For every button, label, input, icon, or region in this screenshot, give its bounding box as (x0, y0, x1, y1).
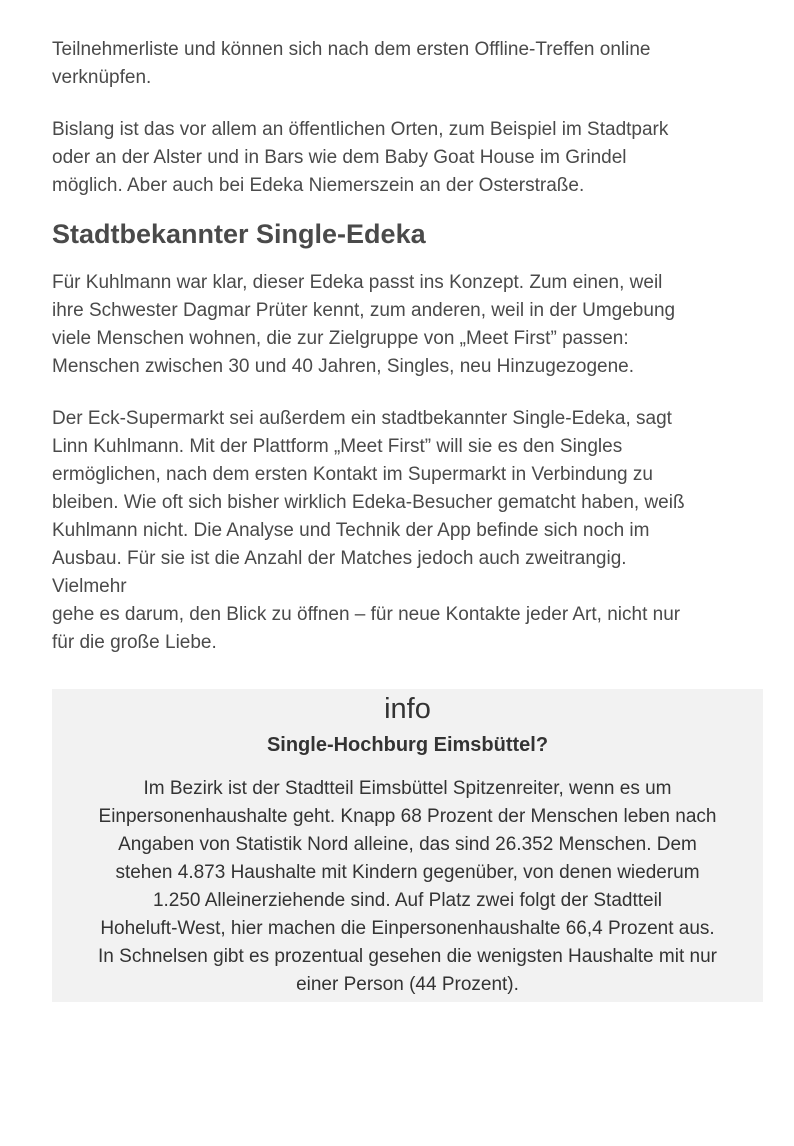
article-paragraph: Für Kuhlmann war klar, dieser Edeka passt ins Konzept. Zum einen, weil ihre Schwester Dagmar Prüter kennt, zum anderen, weil in der Umgebung viele Menschen wohnen, die zur Zielgruppe von „Meet First” passen: Menschen zwischen 30 und 40 Jahren, Singles, neu Hinzugezogene. (52, 272, 676, 377)
info-box-body: Im Bezirk ist der Stadtteil Eimsbüttel Spitzenreiter, wenn es um Einpersonenhaushalte geht. Knapp 68 Prozent der Menschen leben nach Angaben von Statistik Nord alleine, das sind 26.352 Menschen. Dem stehen 4.873 Haushalte mit Kindern gegenüber, von denen wiederum 1.250 Alleinerziehende sind. Auf Platz zwei folgt der Stadtteil Hoheluft-West, hier machen die Einpersonenhaushalte 66,4 Prozent aus. In Schnelsen gibt es prozentual gesehen die wenigsten Haushalte mit nur einer Person (44 Prozent). (98, 778, 717, 995)
info-box-title: Single-Hochburg Eimsbüttel? (266, 734, 549, 756)
info-box-label: info (384, 693, 431, 725)
article-paragraph: Bislang ist das vor allem an öffentlichen Orten, zum Beispiel im Stadtpark oder an der Alster und in Bars wie dem Baby Goat House im Grindel möglich. Aber auch bei Edeka Niemerszein an der Osterstraße. (52, 119, 669, 196)
article-paragraph: Teilnehmerliste und können sich nach dem ersten Offline-Treffen online verknüpfen. (52, 39, 651, 88)
article-body (52, 36, 764, 657)
section-heading: Stadtbekannter Single-Edeka (52, 219, 426, 249)
article-paragraph: Der Eck-Supermarkt sei außerdem ein stadtbekannter Single-Edeka, sagt Linn Kuhlmann. Mit der Plattform „Meet First” will sie es den Singles ermöglichen, nach dem ersten Kontakt im Supermarkt in Verbindung zu bleiben. Wie oft sich bisher wirklich Edeka-Besucher gematcht haben, weiß Kuhlmann nicht. Die Analyse und Technik der App befinde sich noch im Ausbau. Für sie ist die Anzahl der Matches jedoch auch zweitrangig. Vielmehr gehe es darum, den Blick zu öffnen – für neue Kontakte jeder Art, nicht nur für die große Liebe. (52, 408, 685, 653)
info-box (52, 689, 763, 1002)
